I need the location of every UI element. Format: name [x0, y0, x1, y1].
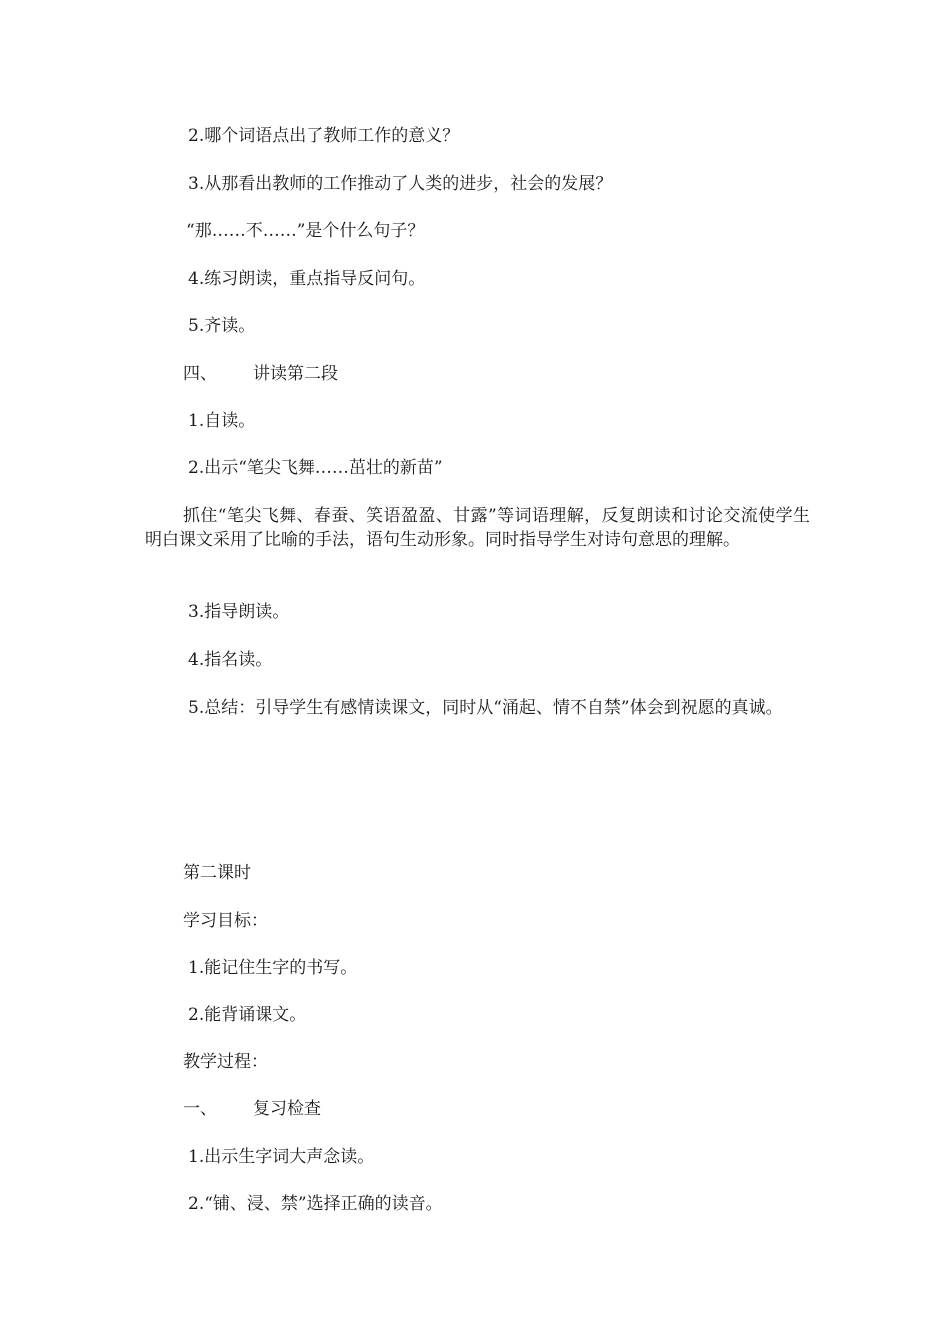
question-sentence-type: “那……不……”是个什么句子？	[186, 221, 425, 241]
section-heading-1	[183, 1097, 321, 1121]
review-step-2: 2.“铺、浸、禁”选择正确的读音。	[188, 1194, 443, 1214]
goal-2: 2.能背诵课文。	[188, 1005, 307, 1025]
learning-goals-label: 学习目标：	[183, 911, 268, 931]
step-4-named-reading: 4.指名读。	[188, 650, 273, 670]
section-number: 四、	[183, 364, 217, 384]
question-3: 3.从那看出教师的工作推动了人类的进步，社会的发展？	[188, 174, 613, 194]
step-1-self-read: 1.自读。	[188, 411, 256, 431]
goal-1: 1.能记住生字的书写。	[188, 958, 358, 978]
step-4-reading-practice: 4.练习朗读，重点指导反问句。	[188, 269, 426, 289]
review-step-1: 1.出示生字词大声念读。	[188, 1147, 375, 1167]
paragraph-summary: 5.总结：引导学生有感情读课文，同时从“涌起、情不自禁”体会到祝愿的真诚。	[188, 698, 783, 718]
question-2: 2.哪个词语点出了教师工作的意义？	[188, 126, 460, 146]
step-3-guided-reading: 3.指导朗读。	[188, 602, 290, 622]
step-2-show-text: 2.出示“笔尖飞舞……茁壮的新苗”	[188, 458, 443, 478]
section-heading-4	[183, 362, 338, 386]
step-5-read-together: 5.齐读。	[188, 316, 256, 336]
lesson-2-heading: 第二课时	[183, 863, 251, 883]
section-title: 复习检查	[253, 1099, 321, 1119]
paragraph-explanation: 抓住“笔尖飞舞、春蚕、笑语盈盈、甘露”等词语理解，反复朗读和讨论交流使学生明白课文采用了比喻的手法，语句生动形象。同时指导学生对诗句意思的理解。	[145, 506, 810, 550]
teaching-process-label: 教学过程：	[183, 1052, 268, 1072]
section-title: 讲读第二段	[253, 364, 338, 384]
section-number: 一、	[183, 1099, 217, 1119]
